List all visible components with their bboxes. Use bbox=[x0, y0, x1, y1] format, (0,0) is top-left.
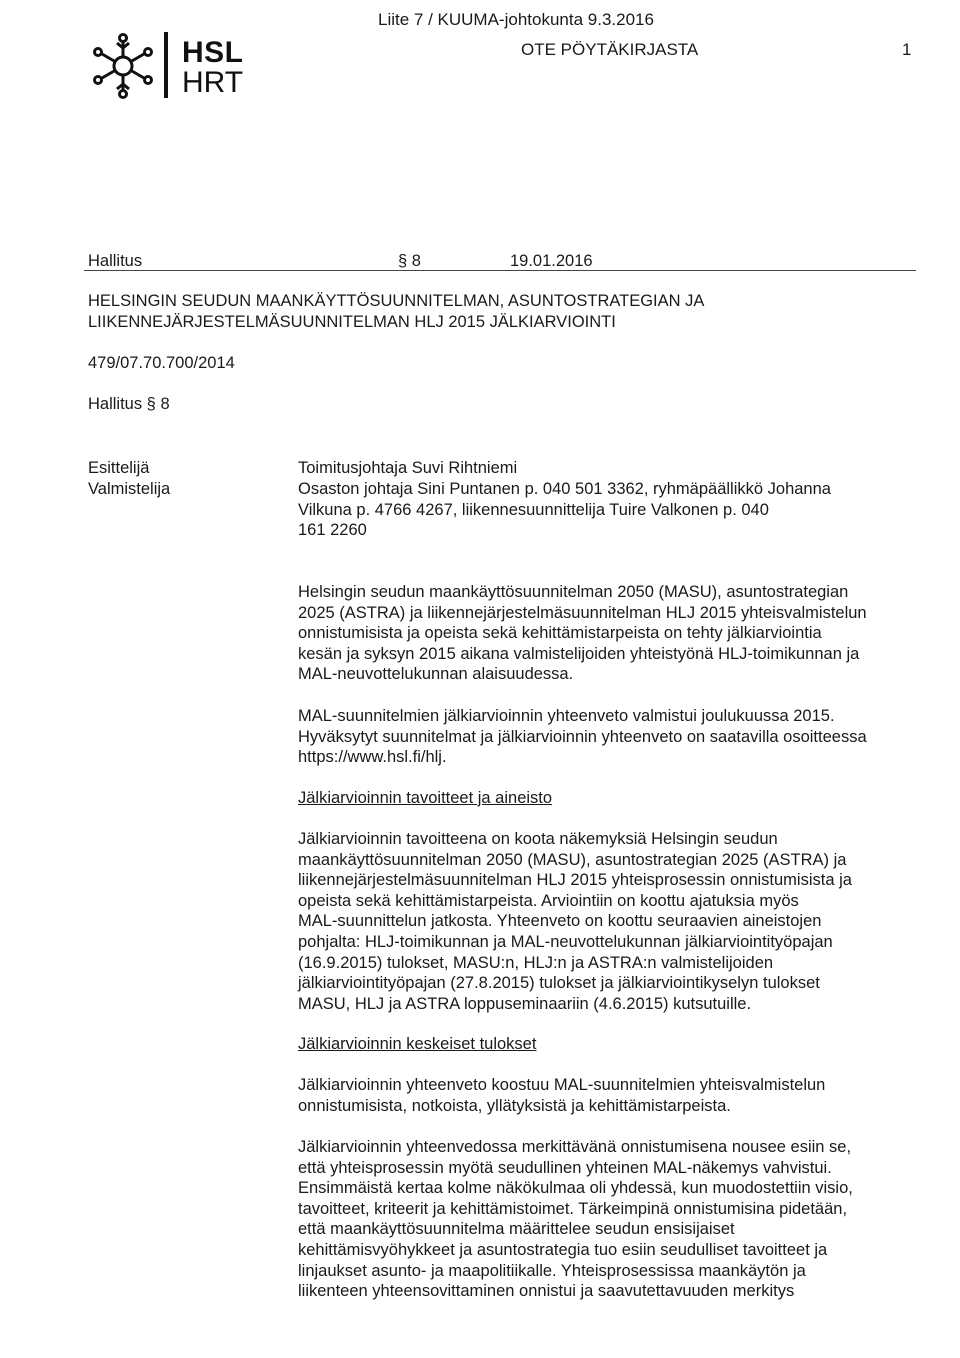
intro-line: Helsingin seudun maankäyttösuunnitelman 2050 (MASU), asuntostrategian bbox=[298, 583, 849, 601]
esittelija-value: Toimitusjohtaja Suvi Rihtniemi bbox=[298, 459, 518, 477]
goals-line: MAL-suunnittelun jatkosta. Yhteenveto on koottu seuraavien aineistojen bbox=[298, 912, 822, 931]
intro-line: onnistumisista ja opeista sekä kehittämistarpeista on tehty jälkiarviointia bbox=[298, 624, 822, 643]
final-line: liikenteen yhteensovittaminen onnistui ja saavutettavuuden merkitys bbox=[298, 1282, 795, 1301]
intro-line: MAL-neuvottelukunnan alaisuudessa. bbox=[298, 665, 574, 684]
valmistelija-line: Osaston johtaja Sini Puntanen p. 040 501 3362, ryhmäpäällikkö Johanna bbox=[298, 480, 831, 498]
summary-line: https://www.hsl.fi/hlj. bbox=[298, 748, 447, 767]
label-esittelija: Esittelijä bbox=[88, 459, 150, 477]
valmistelija-line: Vilkuna p. 4766 4267, liikennesuunnittelija Tuire Valkonen p. 040 bbox=[298, 500, 769, 519]
section-reference: Hallitus § 8 bbox=[88, 395, 170, 413]
label-valmistelija: Valmistelija bbox=[88, 480, 171, 498]
section-heading-goals: Jälkiarvioinnin tavoitteet ja aineisto bbox=[298, 789, 553, 807]
title-line-1: HELSINGIN SEUDUN MAANKÄYTTÖSUUNNITELMAN, ASUNTOSTRATEGIAN JA bbox=[88, 292, 705, 310]
goals-line: Jälkiarvioinnin tavoitteena on koota näkemyksiä Helsingin seudun bbox=[298, 830, 778, 848]
final-line: kehittämisvyöhykkeet ja asuntostrategia tuo esiin seudulliset tavoitteet ja bbox=[298, 1240, 828, 1259]
logo-divider bbox=[164, 32, 168, 98]
results-paragraph bbox=[298, 1075, 918, 1116]
final-paragraph bbox=[298, 1137, 918, 1302]
intro-line: 2025 (ASTRA) ja liikennejärjestelmäsuunnitelman HLJ 2015 yhteisvalmistelun bbox=[298, 603, 867, 622]
goals-line: maankäyttösuunnitelman 2050 (MASU), asuntostrategian 2025 (ASTRA) ja bbox=[298, 850, 847, 869]
summary-line: MAL-suunnitelmien jälkiarvioinnin yhteenveto valmistui joulukuussa 2015. bbox=[298, 707, 835, 725]
summary-line: Hyväksytyt suunnitelmat ja jälkiarvioinnin yhteenveto on saatavilla osoitteessa bbox=[298, 727, 867, 746]
page-number: 1 bbox=[902, 40, 912, 59]
document-type: OTE PÖYTÄKIRJASTA bbox=[521, 40, 699, 59]
final-line: Ensimmäistä kertaa kolme näkökulmaa oli yhdessä, kun muodostettiin visio, bbox=[298, 1179, 853, 1198]
goals-line: MASU, HLJ ja ASTRA loppuseminaariin (4.6.2015) kutsutuille. bbox=[298, 994, 752, 1013]
final-line: että yhteisprosessin myötä seudullinen yhteinen MAL-näkemys vahvistui. bbox=[298, 1158, 832, 1177]
meeting-body: Hallitus bbox=[88, 252, 143, 270]
meeting-section: § 8 bbox=[398, 252, 421, 270]
results-line: onnistumisista, notkoista, yllätyksistä ja kehittämistarpeista. bbox=[298, 1096, 731, 1115]
intro-line: kesän ja syksyn 2015 aikana valmistelijoiden yhteistyönä HLJ-toimikunnan ja bbox=[298, 644, 860, 663]
goals-paragraph bbox=[298, 829, 918, 1014]
goals-line: liikennejärjestelmäsuunnitelman HLJ 2015 yhteisprosessin onnistumisista ja bbox=[298, 871, 852, 890]
title-line-2: LIIKENNEJÄRJESTELMÄSUUNNITELMAN HLJ 2015 JÄLKIARVIOINTI bbox=[88, 313, 616, 331]
intro-paragraph bbox=[298, 582, 918, 685]
final-line: Jälkiarvioinnin yhteenvedossa merkittävänä onnistumisena nousee esiin se, bbox=[298, 1138, 852, 1156]
record-number: 479/07.70.700/2014 bbox=[88, 354, 235, 372]
goals-line: pohjalta: HLJ-toimikunnan ja MAL-neuvottelukunnan jälkiarviointityöpajan bbox=[298, 932, 833, 951]
final-line: tavoitteet, kriteerit ja kehittämistoimet. Tärkeimpinä onnistumisina pidetään, bbox=[298, 1199, 848, 1218]
attachment-label: Liite 7 / KUUMA-johtokunta 9.3.2016 bbox=[378, 10, 654, 29]
meeting-date: 19.01.2016 bbox=[510, 252, 593, 270]
hsl-snowflake-icon bbox=[86, 32, 160, 100]
final-line: että maankäyttösuunnitelma määrittelee seudun ensisijaiset bbox=[298, 1220, 735, 1239]
goals-line: (16.9.2015) tulokset, MASU:n, HLJ:n ja ASTRA:n valmistelijoiden bbox=[298, 953, 774, 972]
valmistelija-line: 161 2260 bbox=[298, 521, 367, 540]
header-divider bbox=[84, 270, 916, 271]
results-line: Jälkiarvioinnin yhteenveto koostuu MAL-suunnitelmien yhteisvalmistelun bbox=[298, 1076, 826, 1094]
logo-text-hsl: HSL bbox=[182, 36, 244, 69]
goals-line: opeista sekä kehittämistarpeista. Arviointiin on koottu ajatuksia myös bbox=[298, 891, 799, 910]
goals-line: jälkiarviointityöpajan (27.8.2015) tulokset ja jälkiarviointikyselyn tulokset bbox=[298, 974, 820, 993]
logo-text-hrt: HRT bbox=[182, 66, 244, 99]
valmistelija-value bbox=[298, 479, 918, 541]
summary-paragraph bbox=[298, 706, 918, 768]
section-heading-results: Jälkiarvioinnin keskeiset tulokset bbox=[298, 1035, 537, 1053]
final-line: linjaukset asunto- ja maapolitiikalle. Yhteisprosessissa maankäytön ja bbox=[298, 1261, 806, 1280]
